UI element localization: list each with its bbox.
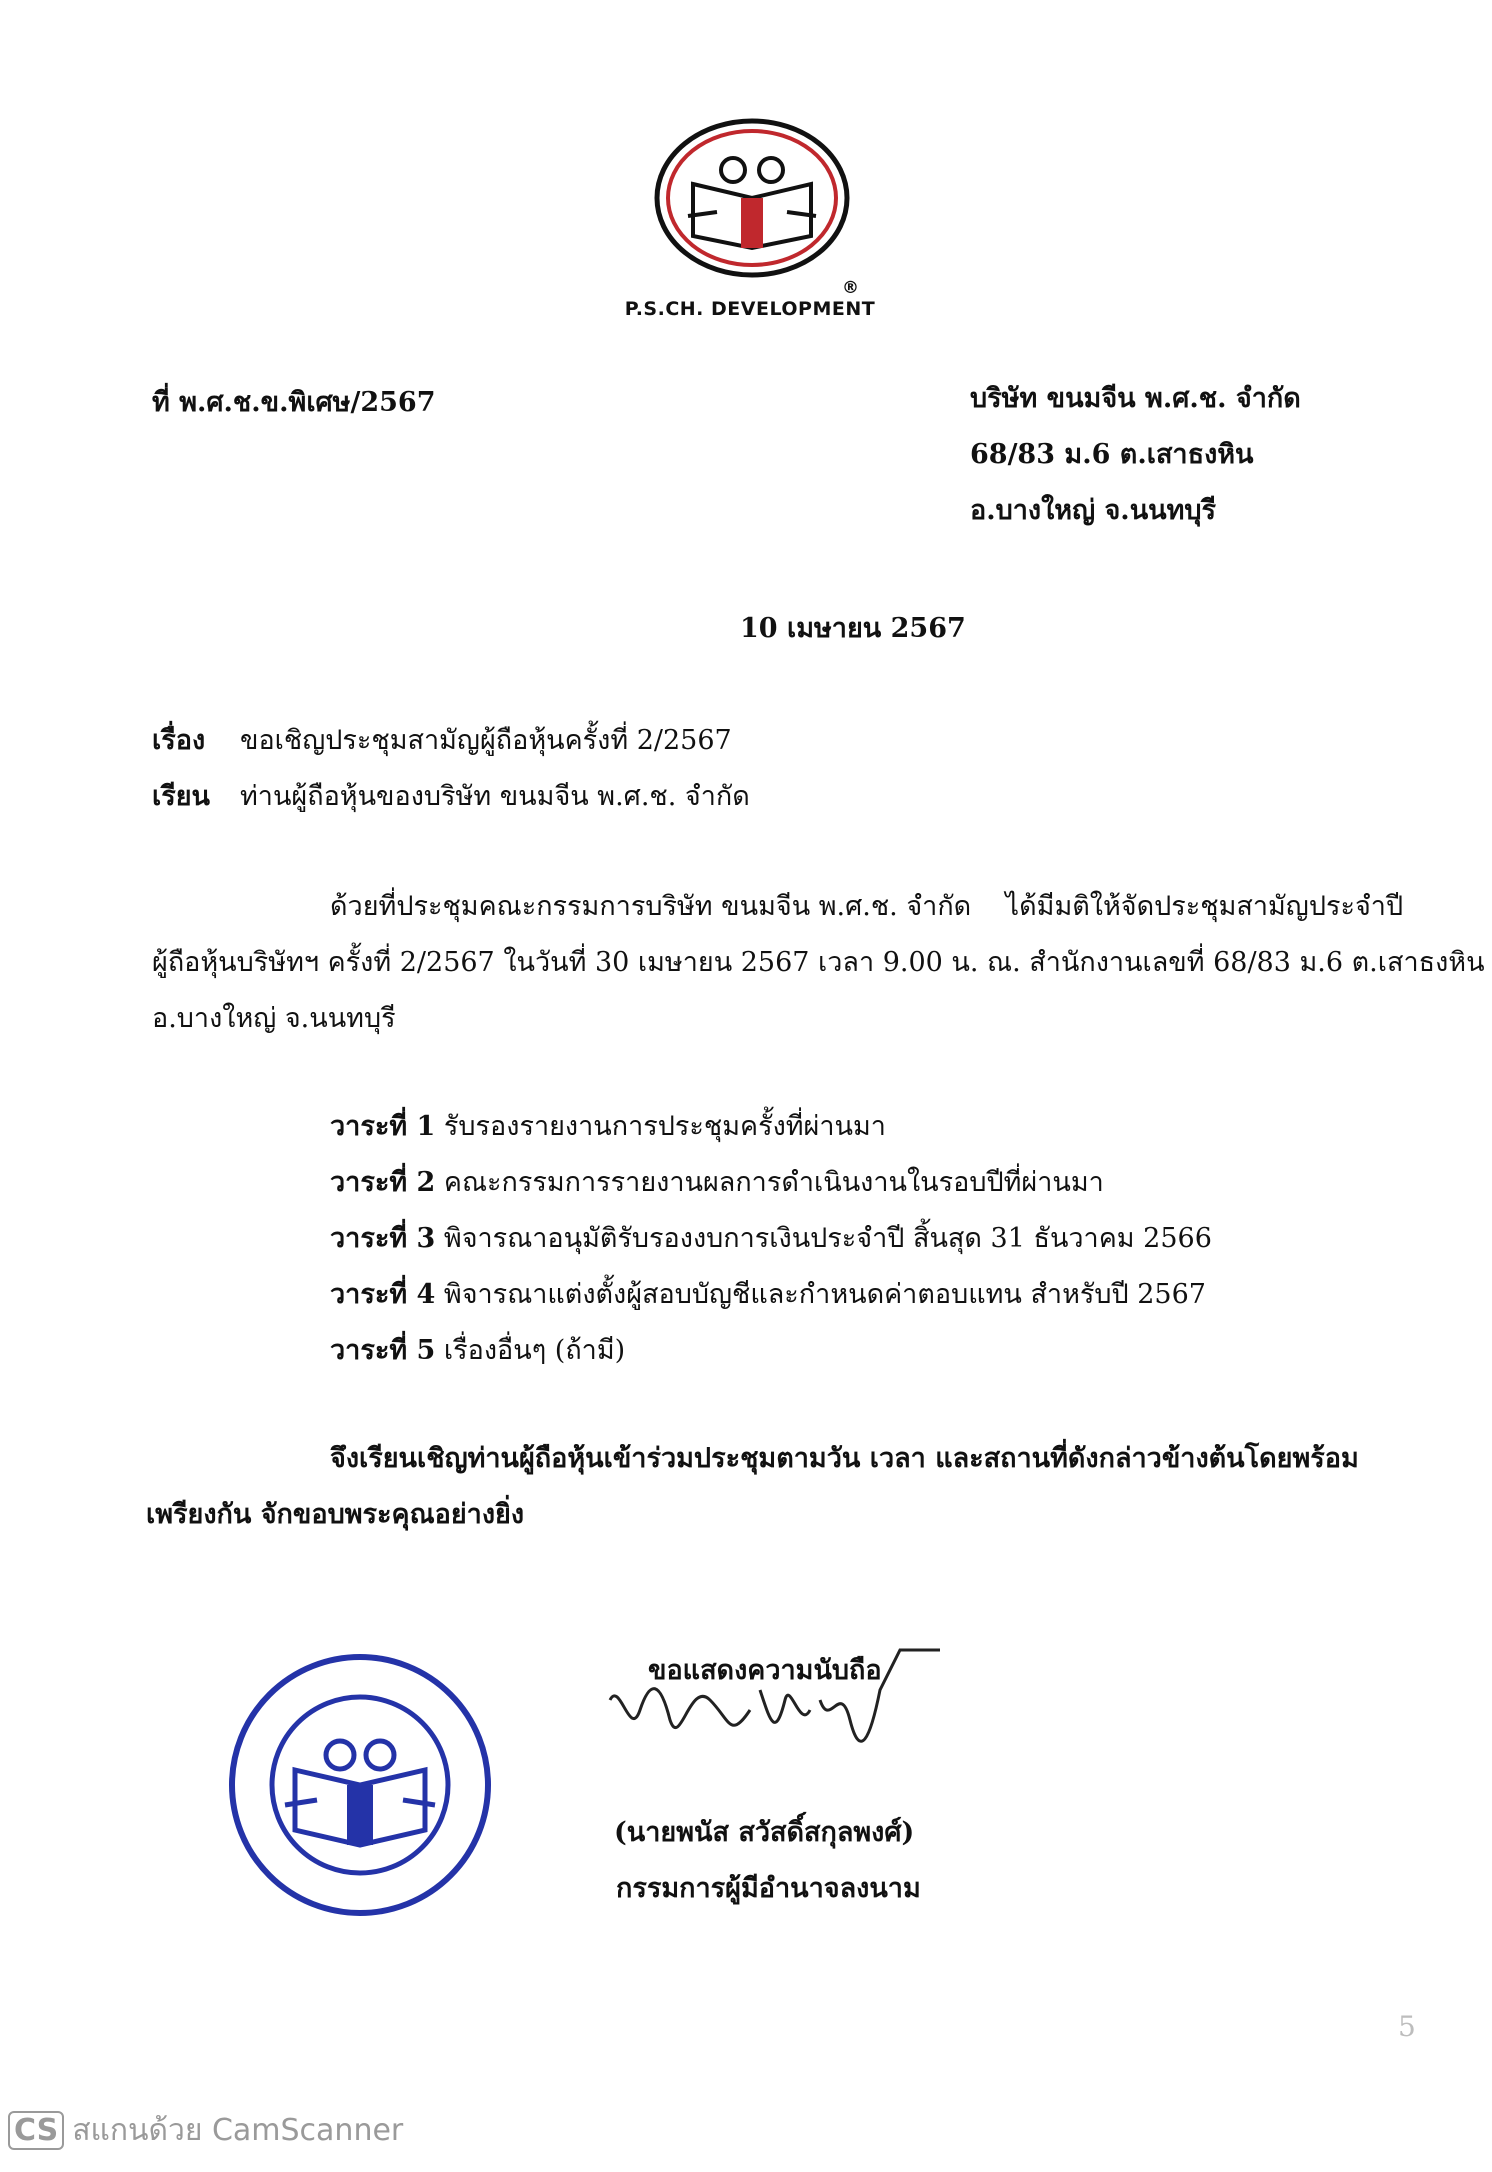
camscanner-watermark <box>8 2107 403 2154</box>
company-address-line2: 68/83 ม.6 ต.เสาธงหิน <box>970 439 1254 470</box>
signer-name: (นายพนัส สวัสดิ์สกุลพงศ์) <box>614 1817 915 1848</box>
body-line-3: อ.บางใหญ่ จ.นนทบุรี <box>152 1003 396 1034</box>
agenda-item <box>330 1216 1212 1259</box>
handwritten-signature <box>600 1640 960 1790</box>
recipient-text: ท่านผู้ถือหุ้นของบริษัท ขนมจีน พ.ศ.ช. จำกัด <box>240 781 750 812</box>
agenda-number: วาระที่ 3 <box>330 1223 436 1254</box>
regards-text: ขอแสดงความนับถือ <box>648 1655 882 1686</box>
registered-mark: ® <box>842 278 859 298</box>
agenda-number: วาระที่ 2 <box>330 1167 436 1198</box>
reference-number: ที่ พ.ศ.ช.ข.พิเศษ/2567 <box>152 387 436 418</box>
closing-line-2: เพรียงกัน จักขอบพระคุณอย่างยิ่ง <box>146 1499 525 1530</box>
company-stamp <box>225 1650 495 1920</box>
agenda-text: รับรองรายงานการประชุมครั้งที่ผ่านมา <box>443 1111 886 1142</box>
body-line-1: ด้วยที่ประชุมคณะกรรมการบริษัท ขนมจีน พ.ศ.ช. จำกัด ได้มีมติให้จัดประชุมสามัญประจำปี <box>330 891 1404 922</box>
agenda-text: พิจารณาแต่งตั้งผู้สอบบัญชีและกำหนดค่าตอบแทน สำหรับปี 2567 <box>443 1279 1206 1310</box>
company-address-line3: อ.บางใหญ่ จ.นนทบุรี <box>970 495 1217 526</box>
subject-label: เรื่อง <box>152 725 206 756</box>
agenda-text: คณะกรรมการรายงานผลการดำเนินงานในรอบปีที่ผ่านมา <box>443 1167 1104 1198</box>
signer-title: กรรมการผู้มีอำนาจลงนาม <box>616 1873 921 1904</box>
agenda-item <box>330 1160 1104 1203</box>
company-logo <box>653 118 851 278</box>
agenda-number: วาระที่ 1 <box>330 1111 436 1142</box>
camscanner-text: สแกนด้วย CamScanner <box>72 2113 404 2148</box>
camscanner-icon: CS <box>8 2111 64 2150</box>
agenda-text: เรื่องอื่นๆ (ถ้ามี) <box>443 1335 626 1366</box>
subject-text: ขอเชิญประชุมสามัญผู้ถือหุ้นครั้งที่ 2/2567 <box>240 725 732 756</box>
agenda-item <box>330 1272 1206 1315</box>
agenda-number: วาระที่ 4 <box>330 1279 436 1310</box>
closing-line-1: จึงเรียนเชิญท่านผู้ถือหุ้นเข้าร่วมประชุมตามวัน เวลา และสถานที่ดังกล่าวข้างต้นโดยพร้อม <box>330 1443 1359 1474</box>
agenda-number: วาระที่ 5 <box>330 1335 436 1366</box>
letter-date: 10 เมษายน 2567 <box>740 613 966 644</box>
body-line-2: ผู้ถือหุ้นบริษัทฯ ครั้งที่ 2/2567 ในวันที่ 30 เมษายน 2567 เวลา 9.00 น. ณ. สำนักงานเลขที่ 68/83 ม.6 ต.เสาธงหิน <box>152 947 1485 978</box>
page-mark: 5 <box>1398 2010 1416 2043</box>
logo-caption: P.S.CH. DEVELOPMENT <box>624 298 876 320</box>
company-name: บริษัท ขนมจีน พ.ศ.ช. จำกัด <box>970 383 1301 414</box>
agenda-item <box>330 1328 625 1371</box>
agenda-text: พิจารณาอนุมัติรับรองงบการเงินประจำปี สิ้นสุด 31 ธันวาคม 2566 <box>443 1223 1212 1254</box>
recipient-label: เรียน <box>152 781 211 812</box>
agenda-item <box>330 1104 886 1147</box>
